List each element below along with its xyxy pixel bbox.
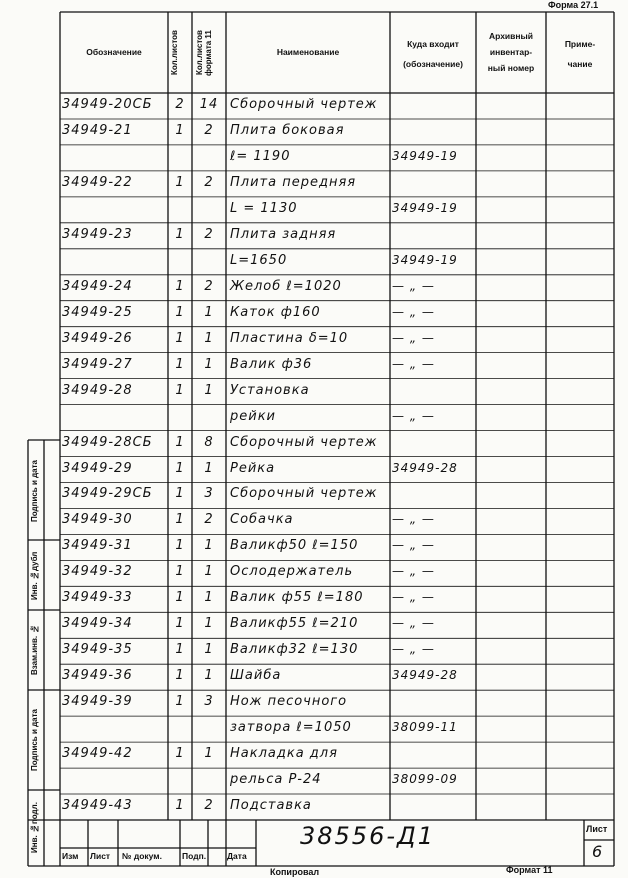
cell-oboz: 34949-29СБ bbox=[62, 486, 153, 502]
cell-name: Валикф55 ℓ=210 bbox=[230, 616, 359, 632]
cell-kf: 1 bbox=[204, 668, 214, 684]
cell-kuda: 38099-09 bbox=[392, 772, 458, 787]
cell-name: Валик ф55 ℓ=180 bbox=[230, 590, 364, 606]
cell-kl: 1 bbox=[175, 330, 185, 346]
cell-kf: 1 bbox=[204, 746, 214, 762]
cell-kl: 1 bbox=[175, 382, 185, 398]
cell-kf: 2 bbox=[204, 226, 214, 242]
header-naimenovanie: Наименование bbox=[276, 47, 340, 57]
cell-kf: 2 bbox=[204, 122, 214, 138]
stamp-list-number: 6 bbox=[592, 842, 603, 861]
cell-kuda: 34949-19 bbox=[392, 252, 458, 267]
cell-kuda: — „ — bbox=[392, 408, 435, 423]
header-arkhiv-line2: инвентар- bbox=[489, 47, 533, 57]
cell-oboz: 34949-28 bbox=[62, 382, 133, 398]
cell-name: Собачка bbox=[230, 512, 294, 528]
document-code: 38556-Д1 bbox=[300, 822, 436, 850]
cell-kl: 1 bbox=[175, 356, 185, 372]
cell-kuda: — „ — bbox=[392, 356, 435, 371]
side-podpis-data-1: Подпись и дата bbox=[30, 460, 39, 522]
cell-name: Шайба bbox=[230, 668, 282, 684]
cell-kl: 1 bbox=[175, 590, 185, 606]
cell-kl: 1 bbox=[175, 746, 185, 762]
header-kuda-line1: Куда входит bbox=[407, 39, 459, 49]
cell-oboz: 34949-31 bbox=[62, 538, 133, 554]
cell-kuda: — „ — bbox=[392, 278, 435, 293]
cell-oboz: 34949-26 bbox=[62, 330, 133, 346]
header-primechanie bbox=[548, 38, 612, 70]
cell-kf: 14 bbox=[199, 97, 219, 112]
cell-name: затвора ℓ=1050 bbox=[230, 720, 352, 736]
cell-name: Каток ф160 bbox=[230, 304, 321, 320]
cell-kuda: 34949-28 bbox=[392, 668, 458, 683]
stamp-podp: Подп. bbox=[182, 851, 207, 861]
cell-name: L=1650 bbox=[230, 252, 288, 268]
cell-kf: 3 bbox=[204, 694, 214, 710]
cell-kf: 2 bbox=[204, 174, 214, 190]
cell-kl: 1 bbox=[175, 304, 185, 320]
cell-kl: 1 bbox=[175, 278, 185, 294]
cell-kuda: — „ — bbox=[392, 330, 435, 345]
cell-kuda: — „ — bbox=[392, 616, 435, 631]
header-oboznachenie: Обозначение bbox=[86, 47, 142, 57]
cell-kuda: — „ — bbox=[392, 564, 435, 579]
header-kuda-vkhodit bbox=[392, 38, 474, 70]
cell-oboz: 34949-32 bbox=[62, 564, 133, 580]
cell-name: рельса Р-24 bbox=[230, 772, 322, 788]
cell-oboz: 34949-20СБ bbox=[62, 97, 153, 112]
cell-name: Валик ф36 bbox=[230, 356, 313, 372]
cell-kf: 1 bbox=[204, 304, 214, 320]
header-kuda-line2: (обозначение) bbox=[403, 59, 463, 69]
cell-name: Подставка bbox=[230, 798, 312, 813]
cell-oboz: 34949-42 bbox=[62, 746, 133, 762]
cell-name: Валикф50 ℓ=150 bbox=[230, 538, 359, 554]
cell-kl: 1 bbox=[175, 538, 185, 554]
cell-kl: 1 bbox=[175, 642, 185, 658]
cell-oboz: 34949-36 bbox=[62, 668, 133, 684]
cell-kuda: — „ — bbox=[392, 590, 435, 605]
cell-name: Плита передняя bbox=[230, 174, 357, 190]
side-inv-dubl: Инв. №дубл bbox=[30, 551, 39, 601]
form-number: Форма 27.1 bbox=[548, 0, 599, 10]
footer-kopiroval: Копировал bbox=[270, 867, 320, 877]
stamp-list-label: Лист bbox=[586, 824, 608, 834]
header-kol-format: Кол.листов формата 11 bbox=[195, 30, 213, 76]
cell-kuda: — „ — bbox=[392, 538, 435, 553]
stamp-nom-dokum: № докум. bbox=[122, 851, 162, 861]
cell-kf: 1 bbox=[204, 590, 214, 606]
header-prim-line1: Приме- bbox=[564, 39, 596, 49]
cell-kl: 1 bbox=[175, 122, 185, 138]
footer-format: Формат 11 bbox=[506, 865, 553, 875]
cell-kl: 1 bbox=[175, 434, 185, 450]
cell-kf: 2 bbox=[204, 512, 214, 528]
cell-kl: 1 bbox=[175, 486, 185, 502]
cell-kl: 1 bbox=[175, 174, 185, 190]
cell-kl: 1 bbox=[175, 694, 185, 710]
header-arkhiv-line3: ный номер bbox=[487, 63, 535, 73]
cell-kf: 1 bbox=[204, 642, 214, 658]
cell-kl: 1 bbox=[175, 564, 185, 580]
cell-name: Рейка bbox=[230, 460, 276, 476]
cell-name: Ослодержатель bbox=[230, 564, 354, 580]
cell-oboz: 34949-29 bbox=[62, 460, 133, 476]
cell-oboz: 34949-27 bbox=[62, 356, 133, 372]
cell-name: Сборочный чертеж bbox=[230, 434, 378, 450]
cell-name: Желоб ℓ=1020 bbox=[230, 278, 342, 294]
side-inv-podl: Инв. №подл. bbox=[30, 802, 39, 854]
cell-name: Установка bbox=[230, 382, 310, 398]
cell-oboz: 34949-43 bbox=[62, 798, 133, 813]
cell-oboz: 34949-21 bbox=[62, 122, 133, 138]
cell-name: рейки bbox=[230, 408, 276, 424]
cell-kuda: 34949-19 bbox=[392, 200, 458, 215]
cell-oboz: 34949-34 bbox=[62, 616, 133, 632]
cell-name: Накладка для bbox=[230, 746, 338, 762]
cell-kl: 1 bbox=[175, 460, 185, 476]
cell-kl: 1 bbox=[175, 668, 185, 684]
cell-oboz: 34949-24 bbox=[62, 278, 133, 294]
side-podpis-data-2: Подпись и дата bbox=[30, 709, 39, 771]
stamp-list: Лист bbox=[90, 851, 111, 861]
cell-oboz: 34949-22 bbox=[62, 174, 133, 190]
cell-kl: 1 bbox=[175, 616, 185, 632]
cell-kf: 1 bbox=[204, 356, 214, 372]
cell-name: Плита задняя bbox=[230, 226, 337, 242]
cell-kf: 1 bbox=[204, 616, 214, 632]
side-vzam-inv: Взам.инв. № bbox=[30, 624, 39, 676]
cell-kuda: — „ — bbox=[392, 642, 435, 657]
cell-kf: 1 bbox=[204, 564, 214, 580]
cell-kf: 1 bbox=[204, 460, 214, 476]
cell-oboz: 34949-28СБ bbox=[62, 434, 153, 450]
cell-kf: 8 bbox=[204, 434, 214, 450]
cell-kl: 1 bbox=[175, 512, 185, 528]
header-prim-line2: чание bbox=[567, 59, 593, 69]
cell-kf: 3 bbox=[204, 486, 214, 502]
cell-kuda: — „ — bbox=[392, 304, 435, 319]
cell-oboz: 34949-35 bbox=[62, 642, 133, 658]
cell-name: Сборочный чертеж bbox=[230, 97, 378, 112]
cell-name: L = 1130 bbox=[230, 200, 298, 216]
cell-kuda: 34949-19 bbox=[392, 148, 458, 163]
cell-name: Валикф32 ℓ=130 bbox=[230, 642, 359, 658]
cell-kl: 2 bbox=[175, 97, 185, 112]
cell-kf: 1 bbox=[204, 330, 214, 346]
cell-kf: 1 bbox=[204, 382, 214, 398]
cell-kl: 1 bbox=[175, 798, 185, 813]
stamp-data: Дата bbox=[227, 851, 247, 861]
cell-kf: 2 bbox=[204, 278, 214, 294]
header-arkhiv-line1: Архивный bbox=[488, 31, 533, 41]
cell-kuda: 34949-28 bbox=[392, 460, 458, 475]
cell-name: Нож песочного bbox=[230, 694, 348, 710]
cell-kl: 1 bbox=[175, 226, 185, 242]
cell-kuda: 38099-11 bbox=[392, 720, 458, 735]
cell-oboz: 34949-25 bbox=[62, 304, 133, 320]
cell-name: Плита боковая bbox=[230, 122, 345, 138]
header-kol-listov: Кол.листов bbox=[170, 30, 179, 76]
cell-oboz: 34949-33 bbox=[62, 590, 133, 606]
stamp-izm: Изм bbox=[62, 851, 79, 861]
cell-kf: 1 bbox=[204, 538, 214, 554]
cell-name: Пластина δ=10 bbox=[230, 330, 349, 346]
cell-kuda: — „ — bbox=[392, 512, 435, 527]
cell-kf: 2 bbox=[204, 798, 214, 813]
header-arkhivnyi bbox=[478, 30, 544, 74]
cell-name: ℓ= 1190 bbox=[230, 148, 291, 164]
cell-name: Сборочный чертеж bbox=[230, 486, 378, 502]
cell-oboz: 34949-39 bbox=[62, 694, 133, 710]
cell-oboz: 34949-23 bbox=[62, 226, 133, 242]
cell-oboz: 34949-30 bbox=[62, 512, 133, 528]
